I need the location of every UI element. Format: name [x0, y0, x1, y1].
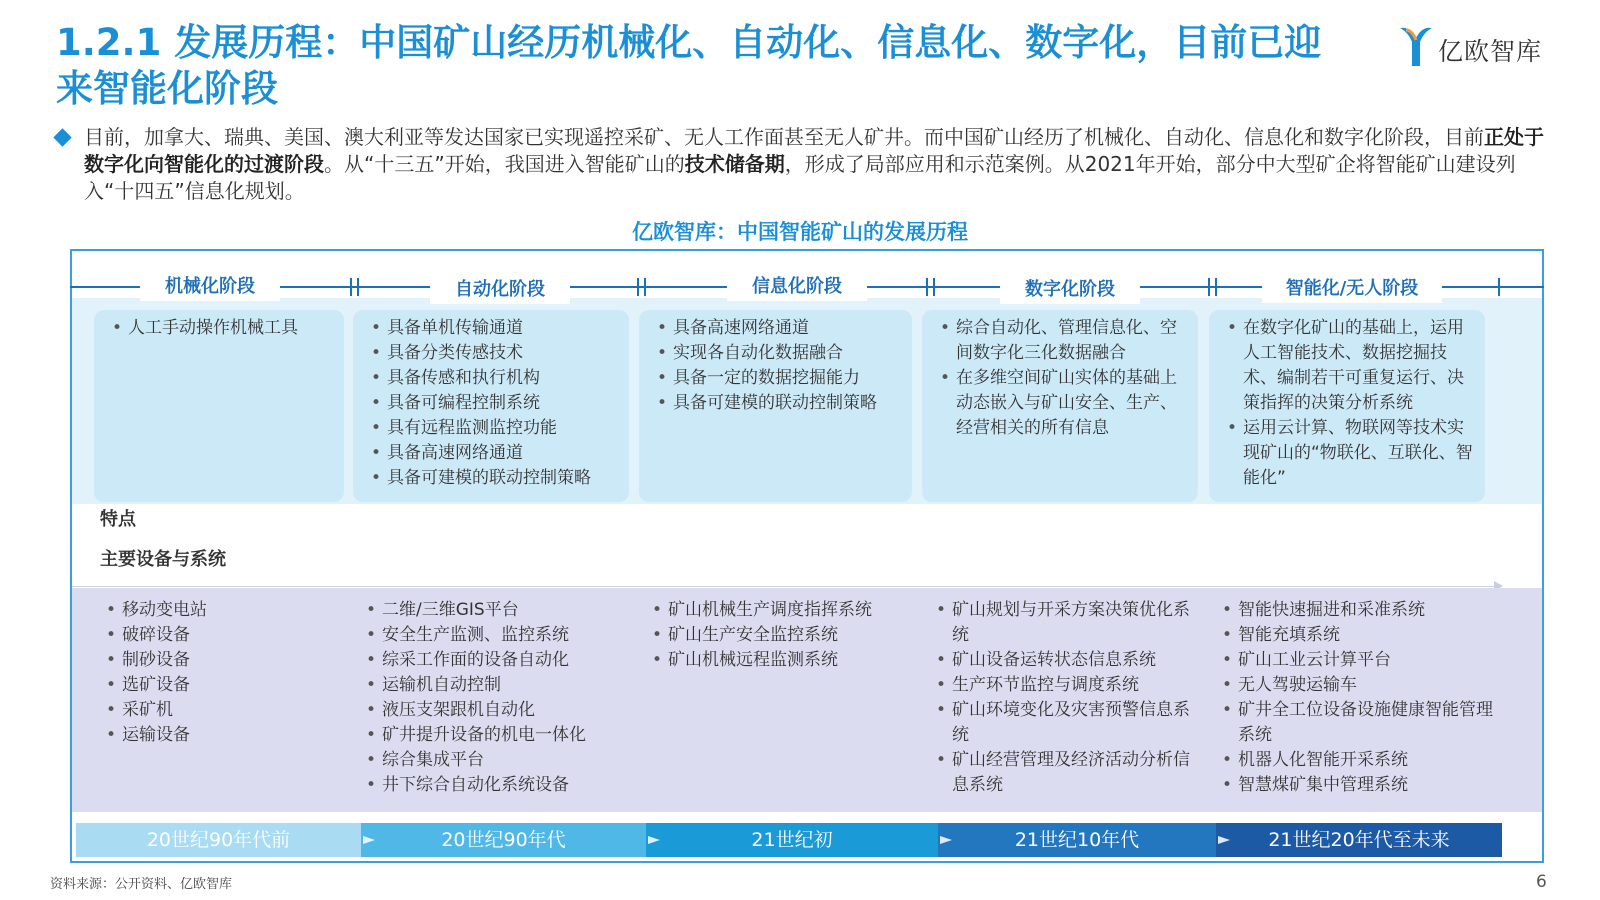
list-item: • 无人驾驶运输车: [1216, 673, 1496, 698]
intro-emphasis-2: 技术储备期: [684, 152, 785, 176]
era-block-1990s: 20世纪90年代: [361, 823, 646, 857]
axis-tick: [926, 278, 928, 296]
feature-card-automation: [353, 310, 629, 502]
list-item: • 运输机自动控制: [360, 673, 630, 698]
list-item: • 具备单机传输通道: [365, 316, 621, 341]
feature-card-informatization: [639, 310, 912, 502]
list-item: • 矿山规划与开采方案决策优化系统: [930, 598, 1202, 648]
equipment-list-informatization: [646, 598, 921, 673]
diamond-bullet-icon: [53, 128, 71, 146]
era-arrow-icon: [648, 836, 660, 844]
list-item: • 具备可建模的联动控制策略: [365, 466, 621, 491]
list-item: • 井下综合自动化系统设备: [360, 773, 630, 798]
list-item: • 具备高速网络通道: [651, 316, 904, 341]
axis-tick: [644, 278, 646, 296]
list-item: • 矿山生产安全监控系统: [646, 623, 921, 648]
stage-label-informatization: 信息化阶段: [727, 273, 867, 301]
list-item: • 具备传感和执行机构: [365, 366, 621, 391]
era-block-2020s-future: 21世纪20年代至未来: [1216, 823, 1502, 857]
era-arrow-icon: [363, 836, 375, 844]
intro-emphasis-1: 正处于数字化向智能化的过渡阶段: [84, 125, 1544, 176]
list-item: • 矿山机械远程监测系统: [646, 648, 921, 673]
list-item: • 机器人化智能开采系统: [1216, 748, 1496, 773]
equipment-list-intelligence: [1216, 598, 1496, 798]
era-arrow-icon: [1218, 836, 1230, 844]
list-item: • 实现各自动化数据融合: [651, 341, 904, 366]
axis-tick: [350, 278, 352, 296]
axis-tick: [357, 278, 359, 296]
row-label-equipment: 主要设备与系统: [100, 549, 226, 570]
page-title: 1.2.1 发展历程：中国矿山经历机械化、自动化、信息化、数字化，目前已迎来智能化阶段: [56, 21, 1322, 110]
equipment-list-mechanization: [100, 598, 340, 748]
intro-paragraph: 目前，加拿大、瑞典、美国、澳大利亚等发达国家已实现遥控采矿、无人工作面甚至无人矿井。而中国矿山经历了机械化、自动化、信息化和数字化阶段，目前正处于数字化向智能化的过渡阶段。从“十三五”开始，我国进入智能矿山的技术储备期，形成了局部应用和示范案例。从2021年开始，部分中大型矿企将智能矿山建设列入“十四五”信息化规划。: [84, 125, 1544, 203]
source-note: 资料来源：公开资料、亿欧智库: [50, 877, 233, 892]
stage-label-digitization: 数字化阶段: [1000, 276, 1140, 304]
list-item: • 综采工作面的设备自动化: [360, 648, 630, 673]
era-block-2000s: 21世纪初: [646, 823, 938, 857]
stage-label-mechanization: 机械化阶段: [140, 273, 280, 301]
intro-bullet: [56, 124, 1556, 205]
axis-tick: [1215, 278, 1217, 296]
stage-label-intelligence: 智能化/无人阶段: [1262, 275, 1442, 303]
logo-text: 亿欧智库: [1438, 37, 1543, 66]
list-item: • 智能充填系统: [1216, 623, 1496, 648]
list-item: • 人工手动操作机械工具: [106, 316, 336, 341]
list-item: • 矿山环境变化及灾害预警信息系统: [930, 698, 1202, 748]
axis-tick: [637, 278, 639, 296]
list-item: • 制砂设备: [100, 648, 340, 673]
list-item: • 破碎设备: [100, 623, 340, 648]
axis-end-tick: [1498, 278, 1500, 296]
era-block-pre-1990s: 20世纪90年代前: [76, 823, 361, 857]
list-item: • 矿山机械生产调度指挥系统: [646, 598, 921, 623]
list-item: • 具有远程监测监控功能: [365, 416, 621, 441]
list-item: • 选矿设备: [100, 673, 340, 698]
list-item: • 矿山工业云计算平台: [1216, 648, 1496, 673]
list-item: • 移动变电站: [100, 598, 340, 623]
yiou-logo-icon: [1396, 24, 1436, 70]
list-item: • 在多维空间矿山实体的基础上动态嵌入与矿山安全、生产、经营相关的所有信息: [934, 366, 1190, 441]
list-item: • 具备一定的数据挖掘能力: [651, 366, 904, 391]
stage-label-automation: 自动化阶段: [430, 276, 570, 304]
list-item: • 综合自动化、管理信息化、空间数字化三化数据融合: [934, 316, 1190, 366]
figure-title: 亿欧智库：中国智能矿山的发展历程: [632, 220, 968, 244]
axis-tick: [1208, 278, 1210, 296]
feature-card-intelligence: [1209, 310, 1485, 502]
equipment-list-digitization: [930, 598, 1202, 798]
list-item: • 二维/三维GIS平台: [360, 598, 630, 623]
list-item: • 具备可编程控制系统: [365, 391, 621, 416]
list-item: • 在数字化矿山的基础上，运用人工智能技术、数据挖掘技术、编制若干可重复运行、决策指挥的决策分析系统: [1221, 316, 1477, 416]
list-item: • 矿山设备运转状态信息系统: [930, 648, 1202, 673]
list-item: • 具备可建模的联动控制策略: [651, 391, 904, 416]
brand-logo: [1396, 24, 1576, 74]
row-label-features: 特点: [100, 509, 136, 530]
list-item: • 智能快速掘进和采准系统: [1216, 598, 1496, 623]
list-item: • 智慧煤矿集中管理系统: [1216, 773, 1496, 798]
feature-card-mechanization: [94, 310, 344, 502]
era-block-2010s: 21世纪10年代: [938, 823, 1216, 857]
list-item: • 具备高速网络通道: [365, 441, 621, 466]
axis-tick: [933, 278, 935, 296]
list-item: • 具备分类传感技术: [365, 341, 621, 366]
list-item: • 安全生产监测、监控系统: [360, 623, 630, 648]
page-number: 6: [1536, 872, 1547, 892]
list-item: • 矿井全工位设备设施健康智能管理系统: [1216, 698, 1496, 748]
equipment-list-automation: [360, 598, 630, 798]
list-item: • 运用云计算、物联网等技术实现矿山的“物联化、互联化、智能化”: [1221, 416, 1477, 491]
list-item: • 生产环节监控与调度系统: [930, 673, 1202, 698]
timeline-arrow: [72, 586, 1496, 587]
list-item: • 综合集成平台: [360, 748, 630, 773]
list-item: • 运输设备: [100, 723, 340, 748]
list-item: • 矿井提升设备的机电一体化: [360, 723, 630, 748]
era-arrow-icon: [940, 836, 952, 844]
list-item: • 采矿机: [100, 698, 340, 723]
feature-card-digitization: [922, 310, 1198, 502]
list-item: • 液压支架跟机自动化: [360, 698, 630, 723]
list-item: • 矿山经营管理及经济活动分析信息系统: [930, 748, 1202, 798]
